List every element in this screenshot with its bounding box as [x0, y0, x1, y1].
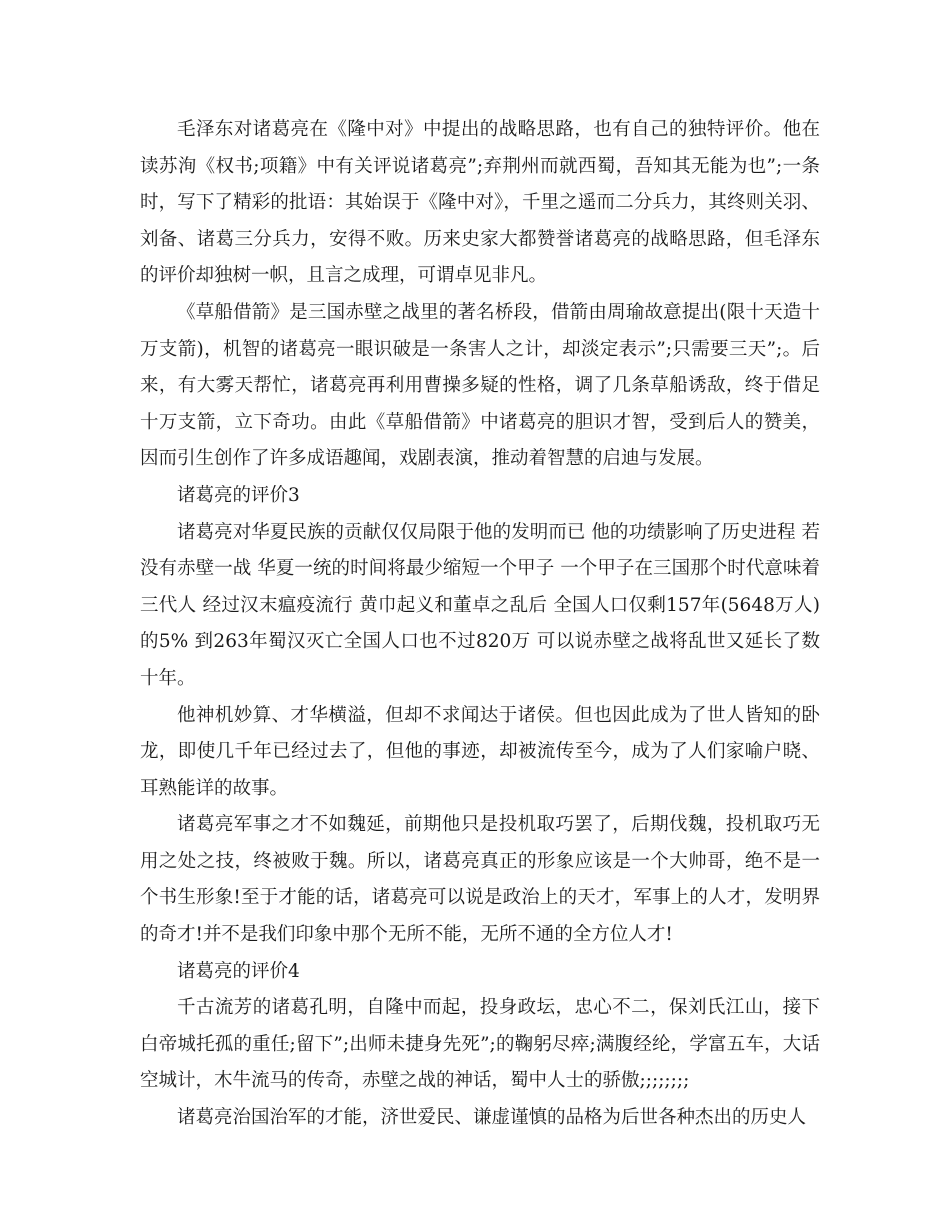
- paragraph-kongming: 千古流芳的诸葛孔明，自隆中而起，投身政坛，忠心不二，保刘氏江山，接下白帝城托孤的重任;留下”;出师未捷身先死”;的鞠躬尽瘁;满腹经纶，学富五车，大话空城计，木牛流马的传奇，赤壁之战的神话，蜀中人士的骄傲;;;;;;;;: [140, 997, 820, 1092]
- paragraph-contribution: 诸葛亮对华夏民族的贡献仅仅局限于他的发明而已 他的功绩影响了历史进程 若没有赤壁一战 华夏一统的时间将最少缩短一个甲子 一个甲子在三国那个时代意味着三代人 经过汉末瘟疫流行 黄巾起义和董卓之乱后 全国人口仅剩157年(5648万人)的5% 到263年蜀汉灭亡全国人口也不过820万 可以说赤壁之战将乱世又延长了数十年。: [140, 521, 820, 689]
- paragraph-borrowing-arrows: 《草船借箭》是三国赤壁之战里的著名桥段，借箭由周瑜故意提出(限十天造十万支箭)，机智的诸葛亮一眼识破是一条害人之计，却淡定表示”;只需要三天”;。后来，有大雾天帮忙，诸葛亮再利用曹操多疑的性格，调了几条草船诱敌，终于借足十万支箭，立下奇功。由此《草船借箭》中诸葛亮的胆识才智，受到后人的赞美，因而引生创作了许多成语趣闻，戏剧表演，推动着智慧的启迪与发展。: [140, 301, 820, 470]
- paragraph-mao-evaluation: 毛泽东对诸葛亮在《隆中对》中提出的战略思路，也有自己的独特评价。他在读苏洵《权书;项籍》中有关评说诸葛亮”;弃荆州而就西蜀，吾知其无能为也”;一条时，写下了精彩的批语：其始误于《隆中对》，千里之遥而二分兵力，其终则关羽、刘备、诸葛三分兵力，安得不败。历来史家大都赞誉诸葛亮的战略思路，但毛泽东的评价却独树一帜，且言之成理，可谓卓见非凡。: [140, 119, 820, 287]
- section-heading-evaluation-4: 诸葛亮的评价4: [177, 960, 300, 982]
- section-heading-evaluation-3: 诸葛亮的评价3: [177, 484, 300, 506]
- document-body: [140, 112, 820, 1137]
- paragraph-governance: 诸葛亮治国治军的才能，济世爱民、谦虚谨慎的品格为后世各种杰出的历史人: [177, 1107, 807, 1129]
- paragraph-military-talent: 诸葛亮军事之才不如魏延，前期他只是投机取巧罢了，后期伐魏，投机取巧无用之处之技，终被败于魏。所以，诸葛亮真正的形象应该是一个大帅哥，绝不是一个书生形象!至于才能的话，诸葛亮可以说是政治上的天才，军事上的人才，发明界的奇才!并不是我们印象中那个无所不能，无所不通的全方位人才!: [140, 814, 820, 946]
- paragraph-wolong: 他神机妙算、才华横溢，但却不求闻达于诸侯。但也因此成为了世人皆知的卧龙，即使几千年已经过去了，但他的事迹，却被流传至今，成为了人们家喻户晓、耳熟能详的故事。: [140, 704, 820, 799]
